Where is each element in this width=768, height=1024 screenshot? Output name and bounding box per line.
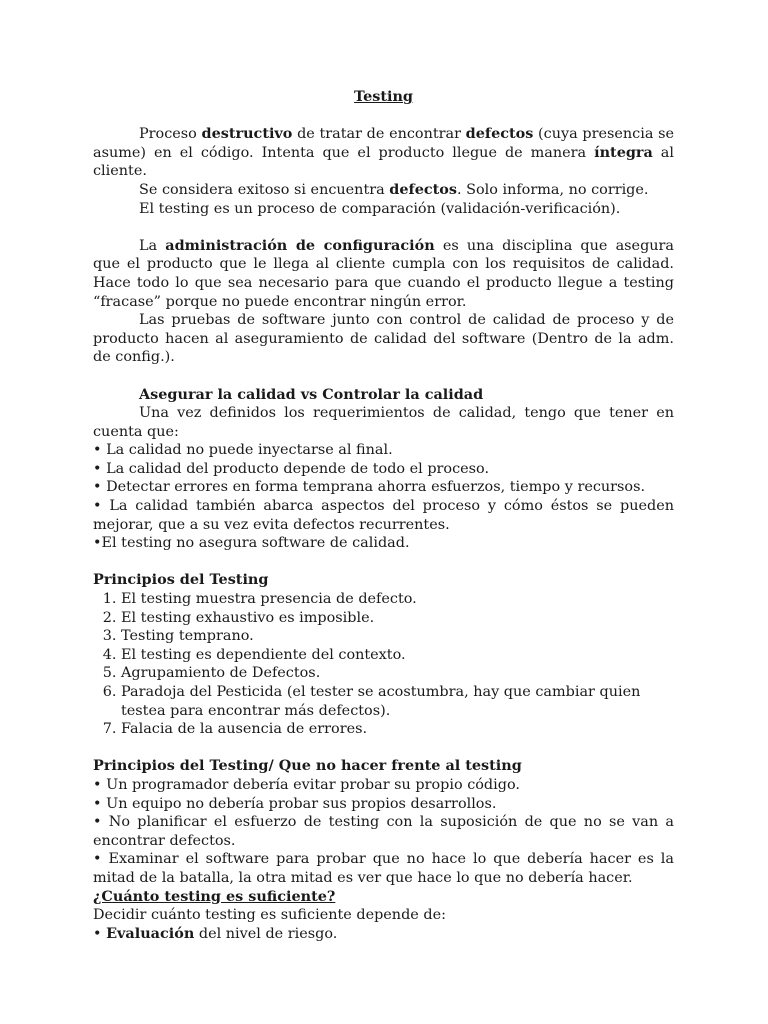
enough-bullet: • Evaluación del nivel de riesgo. <box>93 924 338 942</box>
quality-bullet: • La calidad no puede inyectarse al final. <box>93 442 393 459</box>
principles-list <box>93 590 674 739</box>
dont-bullet: • Un equipo no debería probar sus propios desarrollos. <box>93 795 497 812</box>
quality-bullet: • La calidad del producto depende de todo el proceso. <box>93 460 490 477</box>
config-paragraph-2: Las pruebas de software junto con control de calidad de proceso y de producto hacen al aseguramiento de calidad del software (Dentro de la adm. de config.). <box>93 312 674 366</box>
principle-item: 1. El testing muestra presencia de defecto. <box>121 590 674 609</box>
intro-paragraph-1: Proceso destructivo de tratar de encontrar defectos (cuya presencia se asume) en el código. Intenta que el producto llegue de manera íntegra al cliente. <box>93 125 674 180</box>
enough-intro: Decidir cuánto testing es suficiente depende de: <box>93 907 446 924</box>
document-body <box>93 84 674 943</box>
principle-item: 7. Falacia de la ausencia de errores. <box>121 720 674 739</box>
intro-paragraph-3: El testing es un proceso de comparación (validación-verificación). <box>139 200 621 217</box>
page-title: Testing <box>354 88 413 105</box>
dont-bullet: • Un programador debería evitar probar su propio código. <box>93 776 520 793</box>
principle-item: 3. Testing temprano. <box>121 627 674 646</box>
quality-bullet: • Detectar errores en forma temprana ahorra esfuerzos, tiempo y recursos. <box>93 479 646 496</box>
quality-intro: Una vez definidos los requerimientos de calidad, tengo que tener en cuenta que: <box>93 405 674 440</box>
quality-heading: Asegurar la calidad vs Controlar la calidad <box>139 385 484 403</box>
dont-heading: Principios del Testing/ Que no hacer frente al testing <box>93 757 522 775</box>
principle-item: 2. El testing exhaustivo es imposible. <box>121 609 674 628</box>
quality-bullet: • La calidad también abarca aspectos del proceso y cómo éstos se pueden mejorar, que a su vez evita defectos recurrentes. <box>93 498 674 533</box>
config-paragraph-1: La administración de configuración es una disciplina que asegura que el producto que le llega al cliente cumpla con los requisitos de calidad. Hace todo lo que sea necesario para que cuando el producto llegue a testing “fracase” porque no puede encontrar ningún error. <box>93 236 675 310</box>
enough-heading: ¿Cuánto testing es suficiente? <box>93 887 336 905</box>
principle-item: 5. Agrupamiento de Defectos. <box>121 664 674 683</box>
dont-bullet: • Examinar el software para probar que no hace lo que debería hacer es la mitad de la batalla, la otra mitad es ver que hace lo que no debería hacer. <box>93 851 674 886</box>
principle-item: 6. Paradoja del Pesticida (el tester se acostumbra, hay que cambiar quien testea para encontrar más defectos). <box>121 683 674 720</box>
quality-bullet: •El testing no asegura software de calidad. <box>93 535 410 552</box>
principle-item: 4. El testing es dependiente del contexto. <box>121 646 674 665</box>
dont-bullet: • No planificar el esfuerzo de testing con la suposición de que no se van a encontrar defectos. <box>93 814 674 849</box>
intro-paragraph-2: Se considera exitoso si encuentra defectos. Solo informa, no corrige. <box>139 180 649 198</box>
principles-heading: Principios del Testing <box>93 571 269 589</box>
